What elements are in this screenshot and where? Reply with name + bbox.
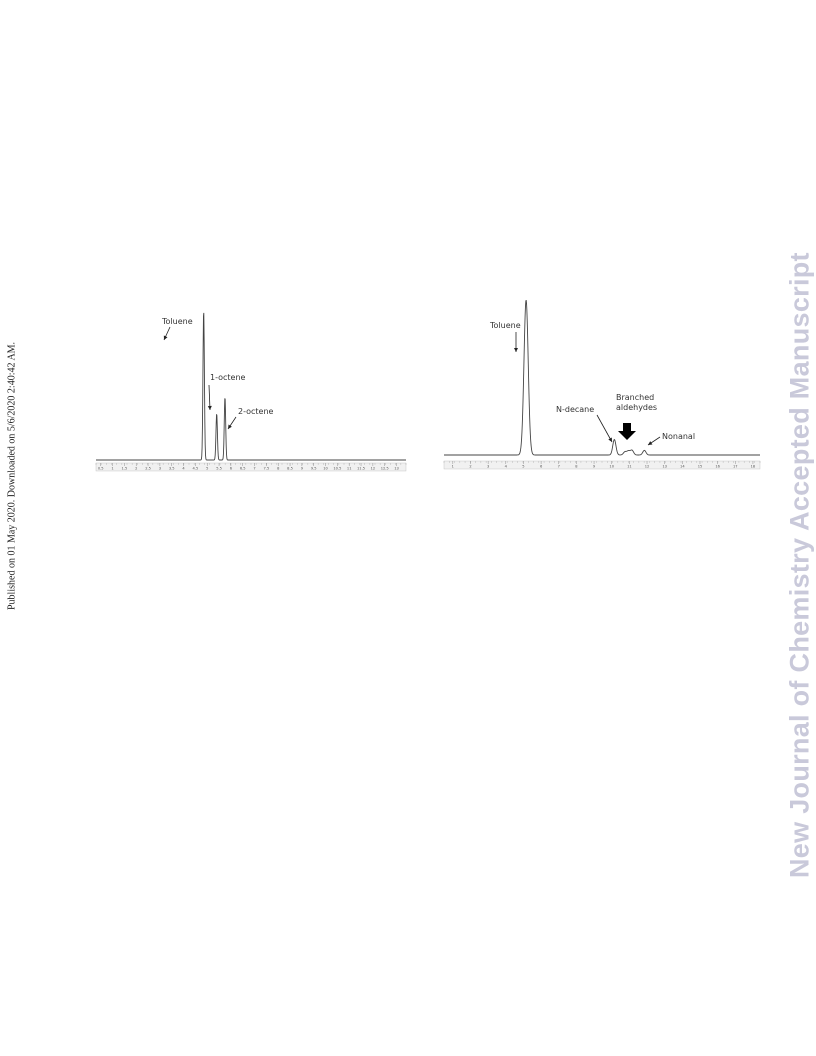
x-tick-label: 14 [680,464,685,469]
peak-arrow-head [514,348,518,352]
peak-label: Branched aldehydes [616,393,658,412]
chromatogram-trace [96,313,406,460]
peak-arrow-head [648,441,652,445]
bold-down-arrow-icon [618,423,636,440]
x-tick-label: 13 [394,466,399,471]
chromatogram-a [96,300,406,478]
x-tick-label: 4.5 [192,466,199,471]
x-tick-label: 11.5 [357,466,366,471]
x-tick-label: 3 [158,466,162,471]
peak-label: Nonanal [662,432,696,441]
x-tick-label: 7.5 [263,466,270,471]
x-tick-label: 16 [715,464,720,469]
x-tick-label: 1 [111,466,114,471]
x-tick-label: 9.5 [310,466,317,471]
x-tick-label: 8.5 [287,466,293,471]
accepted-manuscript-watermark: New Journal of Chemistry Accepted Manuscript [784,252,815,878]
peak-label: Toluene [162,317,193,326]
x-tick-label: 8 [277,466,280,471]
x-tick-label: 18 [750,464,756,469]
x-tick-label: 5 [206,466,209,471]
x-tick-label: 2.5 [145,466,151,471]
x-tick-label: 4 [504,464,507,469]
peak-label: 2-octene [238,407,274,416]
x-tick-label: 10.5 [333,466,342,471]
x-tick-label: 10 [609,464,614,469]
publication-note: Published on 01 May 2020. Downloaded on 5/6/2020 2:40:42 AM. [6,341,18,610]
peak-label: 1-octene [210,373,246,382]
x-tick-label: 1 [451,464,454,469]
x-tick-label: 11 [627,464,632,469]
x-tick-label: 3.5 [168,466,175,471]
x-tick-label: 6 [229,466,233,471]
x-tick-label: 1.5 [121,466,128,471]
x-tick-label: 3 [486,464,490,469]
x-tick-label: 2 [135,466,138,471]
x-tick-label: 9 [592,464,596,469]
x-tick-label: 17 [732,464,738,469]
x-tick-label: 0.5 [97,466,104,471]
x-tick-label: 5.5 [216,466,222,471]
x-tick-label: 12 [370,466,376,471]
x-tick-label: 11 [346,466,352,471]
x-tick-label: 10 [323,466,328,471]
chromatogram-b [444,292,760,478]
x-tick-label: 2 [469,464,472,469]
peak-arrow-head [208,406,212,410]
peak-arrow-head [228,425,232,429]
peak-arrow [597,415,612,442]
x-tick-label: 6.5 [239,466,246,471]
chromatogram-b-plot [444,292,760,478]
x-tick-label: 5 [522,464,525,469]
x-tick-label: 7 [557,464,560,469]
x-tick-label: 15 [697,464,703,469]
peak-label: N-decane [556,405,595,414]
x-tick-label: 6 [539,464,543,469]
chromatogram-a-plot [96,300,406,478]
x-tick-label: 12.5 [380,466,389,471]
x-tick-label: 7 [253,466,256,471]
x-tick-label: 9 [300,466,304,471]
peak-label: Toluene [490,321,521,330]
x-tick-label: 4 [182,466,185,471]
x-tick-label: 12 [644,464,650,469]
x-tick-label: 8 [575,464,578,469]
x-tick-label: 13 [662,464,667,469]
